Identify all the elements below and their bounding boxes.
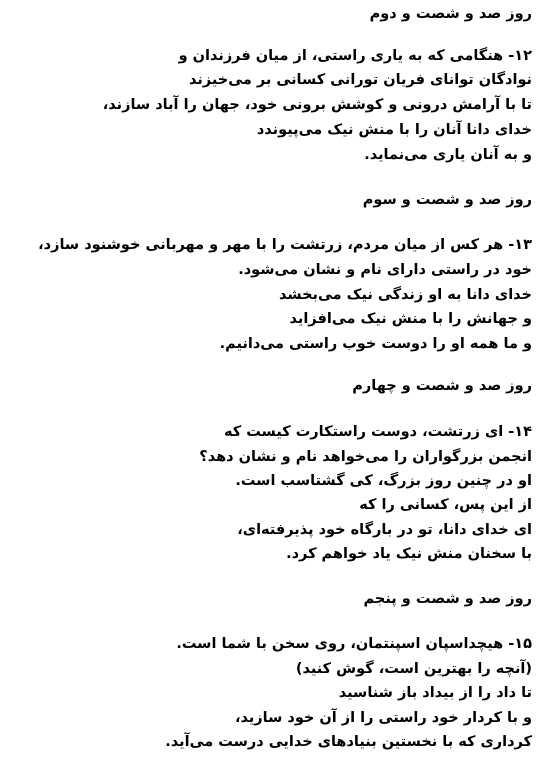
verse-line: و جهانش را با منش نیک می‌افزاید [289, 311, 532, 327]
verse-line: از این پس، کسانی را که [359, 497, 532, 513]
verse-line: ۱۳- هر کس از میان مردم، زرتشت را با مهر و مهربانی خوشنود سازد، [38, 237, 532, 253]
verse-line: نوادگان توانای فریان تورانی کسانی بر می‌خیزند [189, 72, 532, 88]
verse-line: تا با آرامش درونی و کوشش برونی خود، جهان را آباد سازند، [102, 97, 532, 113]
section-heading: روز صد و شصت و چهارم [352, 378, 532, 394]
verse-line: ۱۵- هیچداسپان اسپنتمان، روی سخن با شما است. [176, 636, 532, 652]
verse-line: خدای دانا آنان را با منش نیک می‌پیوندد [256, 122, 532, 138]
verse-line: خدای دانا به او زندگی نیک می‌بخشد [278, 287, 532, 303]
verse-line: (آنچه را بهترین است، گوش کنید) [295, 661, 532, 677]
verse-line: کرداری که با نخستین بنیادهای خدایی درست می‌آید. [165, 734, 532, 750]
verse-line: خود در راستی دارای نام و نشان می‌شود. [238, 262, 532, 278]
section-heading: روز صد و شصت و سوم [362, 192, 532, 208]
verse-line: ۱۴- ای زرتشت، دوست راستکارت کیست که [223, 424, 532, 440]
verse-line: انجمن بزرگواران را می‌خواهد نام و نشان دهد؟ [199, 449, 532, 465]
verse-line: و ما همه او را دوست خوب راستی می‌دانیم. [219, 336, 532, 352]
verse-line: تا داد را از بیداد باز شناسید [338, 685, 532, 701]
verse-line: با سخنان منش نیک یاد خواهم کرد. [286, 546, 532, 562]
verse-line: ۱۲- هنگامی که به یاری راستی، از میان فرزندان و [178, 48, 532, 64]
section-heading: روز صد و شصت و پنجم [363, 591, 532, 607]
verse-line: او در چنین روز بزرگ، کی گشتاسب است. [235, 473, 532, 489]
verse-line: و با کردار خود راستی را از آن خود سازید، [234, 710, 532, 726]
verse-line: و به آنان یاری می‌نماید. [364, 147, 532, 163]
verse-line: ای خدای دانا، تو در بارگاه خود پذیرفته‌ای، [237, 522, 532, 538]
section-heading: روز صد و شصت و دوم [369, 6, 532, 22]
